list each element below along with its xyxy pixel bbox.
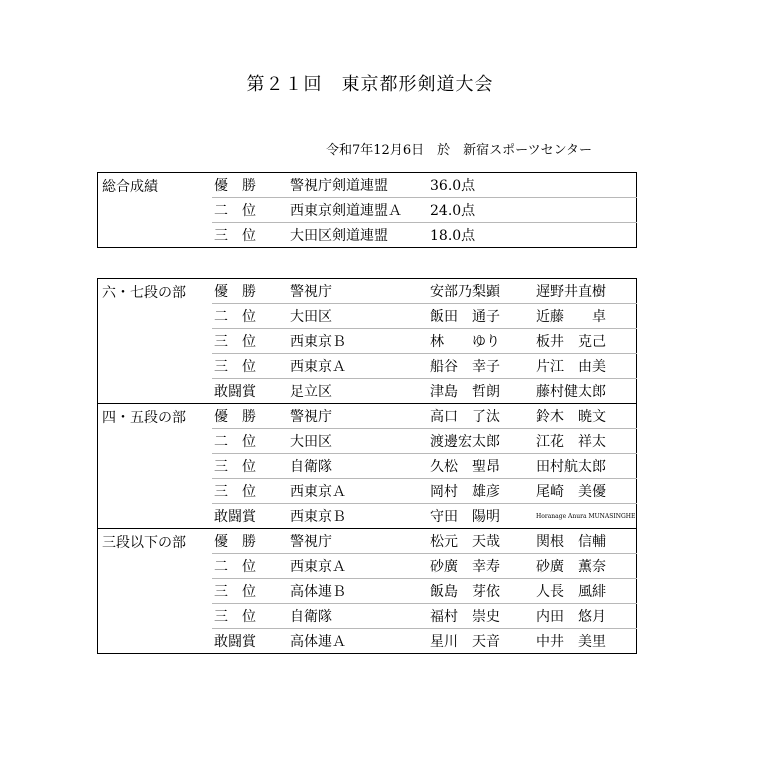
rank-cell: 三 位: [212, 354, 290, 379]
rank-cell: 二 位: [212, 198, 290, 223]
team-cell: 西東京Ａ: [290, 479, 430, 504]
team-cell: 西東京剣道連盟Ａ: [290, 198, 430, 223]
member-2-cell: 人長 風緋: [536, 579, 637, 604]
team-cell: 足立区: [290, 379, 430, 404]
member-2-cell: 田村航太郎: [536, 454, 637, 479]
member-2-cell: 砂廣 薫奈: [536, 554, 637, 579]
member-1-cell: 守田 陽明: [430, 504, 536, 529]
page-title: 第２１回 東京都形剣道大会: [246, 74, 494, 95]
team-cell: 西東京Ａ: [290, 354, 430, 379]
division-label: 四・五段の部: [98, 404, 213, 529]
member-1-cell: 津島 哲朗: [430, 379, 536, 404]
member-1-cell: 久松 聖昂: [430, 454, 536, 479]
member-2-cell: 藤村健太郎: [536, 379, 637, 404]
member-1-cell: 高口 了汰: [430, 404, 536, 429]
team-cell: 高体連Ａ: [290, 629, 430, 654]
rank-cell: 敢闘賞: [212, 504, 290, 529]
member-1-cell: 星川 天音: [430, 629, 536, 654]
rank-cell: 三 位: [212, 223, 290, 248]
team-cell: 西東京Ｂ: [290, 329, 430, 354]
member-2-cell: 遅野井直樹: [536, 284, 606, 300]
division-label: 六・七段の部: [102, 285, 186, 301]
rank-cell: 敢闘賞: [212, 379, 290, 404]
rank-cell: 二 位: [212, 304, 290, 329]
rank-cell: 二 位: [212, 429, 290, 454]
rank-cell: 二 位: [212, 554, 290, 579]
rank-cell: 優 勝: [214, 284, 256, 300]
rank-cell: 優 勝: [212, 404, 290, 429]
team-cell: 大田区剣道連盟: [290, 223, 430, 248]
member-2-cell: 中井 美里: [536, 629, 637, 654]
member-1-cell: 船谷 幸子: [430, 354, 536, 379]
member-1-cell: 飯島 芽依: [430, 579, 536, 604]
rank-cell: 三 位: [212, 329, 290, 354]
member-1-cell: 岡村 雄彦: [430, 479, 536, 504]
team-cell: 警視庁剣道連盟: [290, 178, 388, 194]
member-2-cell: 板井 克己: [536, 329, 637, 354]
category-label: 総合成績: [102, 179, 158, 195]
score-cell: 18.0点: [430, 223, 637, 248]
member-2-cell: 尾崎 美優: [536, 479, 637, 504]
member-2-cell: 鈴木 暁文: [536, 404, 637, 429]
team-cell: 高体連Ｂ: [290, 579, 430, 604]
member-2-cell: 江花 祥太: [536, 429, 637, 454]
team-cell: 警視庁: [290, 404, 430, 429]
table-row: [98, 279, 637, 304]
member-2-cell: 近藤 卓: [536, 304, 637, 329]
division-results-table: [97, 278, 637, 654]
rank-cell: 敢闘賞: [212, 629, 290, 654]
member-1-cell: 松元 天哉: [430, 529, 536, 554]
member-2-cell: 内田 悠月: [536, 604, 637, 629]
member-1-cell: 渡邊宏太郎: [430, 429, 536, 454]
team-cell: 自衛隊: [290, 604, 430, 629]
team-cell: 自衛隊: [290, 454, 430, 479]
date-venue-line: 令和7年12月6日 於 新宿スポーツセンター: [326, 143, 593, 158]
division-label: 三段以下の部: [98, 529, 213, 654]
rank-cell: 優 勝: [214, 178, 256, 194]
score-cell: 24.0点: [430, 198, 637, 223]
member-2-cell: Horanage Anura MUNASINGHE: [536, 504, 637, 529]
team-cell: 警視庁: [290, 284, 332, 300]
team-cell: 大田区: [290, 304, 430, 329]
rank-cell: 三 位: [212, 604, 290, 629]
member-1-cell: 福村 崇史: [430, 604, 536, 629]
member-1-cell: 砂廣 幸寿: [430, 554, 536, 579]
member-1-cell: 安部乃梨顕: [430, 284, 500, 300]
member-2-cell: 関根 信輔: [536, 529, 637, 554]
member-2-cell: 片江 由美: [536, 354, 637, 379]
rank-cell: 三 位: [212, 479, 290, 504]
rank-cell: 三 位: [212, 579, 290, 604]
member-1-cell: 飯田 通子: [430, 304, 536, 329]
table-row: [98, 404, 637, 429]
rank-cell: 優 勝: [212, 529, 290, 554]
team-cell: 大田区: [290, 429, 430, 454]
rank-cell: 三 位: [212, 454, 290, 479]
table-row: [98, 529, 637, 554]
score-cell: 36.0点: [430, 178, 476, 194]
member-1-cell: 林 ゆり: [430, 329, 536, 354]
team-cell: 西東京Ｂ: [290, 504, 430, 529]
overall-results-table: [97, 172, 637, 248]
team-cell: 警視庁: [290, 529, 430, 554]
team-cell: 西東京Ａ: [290, 554, 430, 579]
